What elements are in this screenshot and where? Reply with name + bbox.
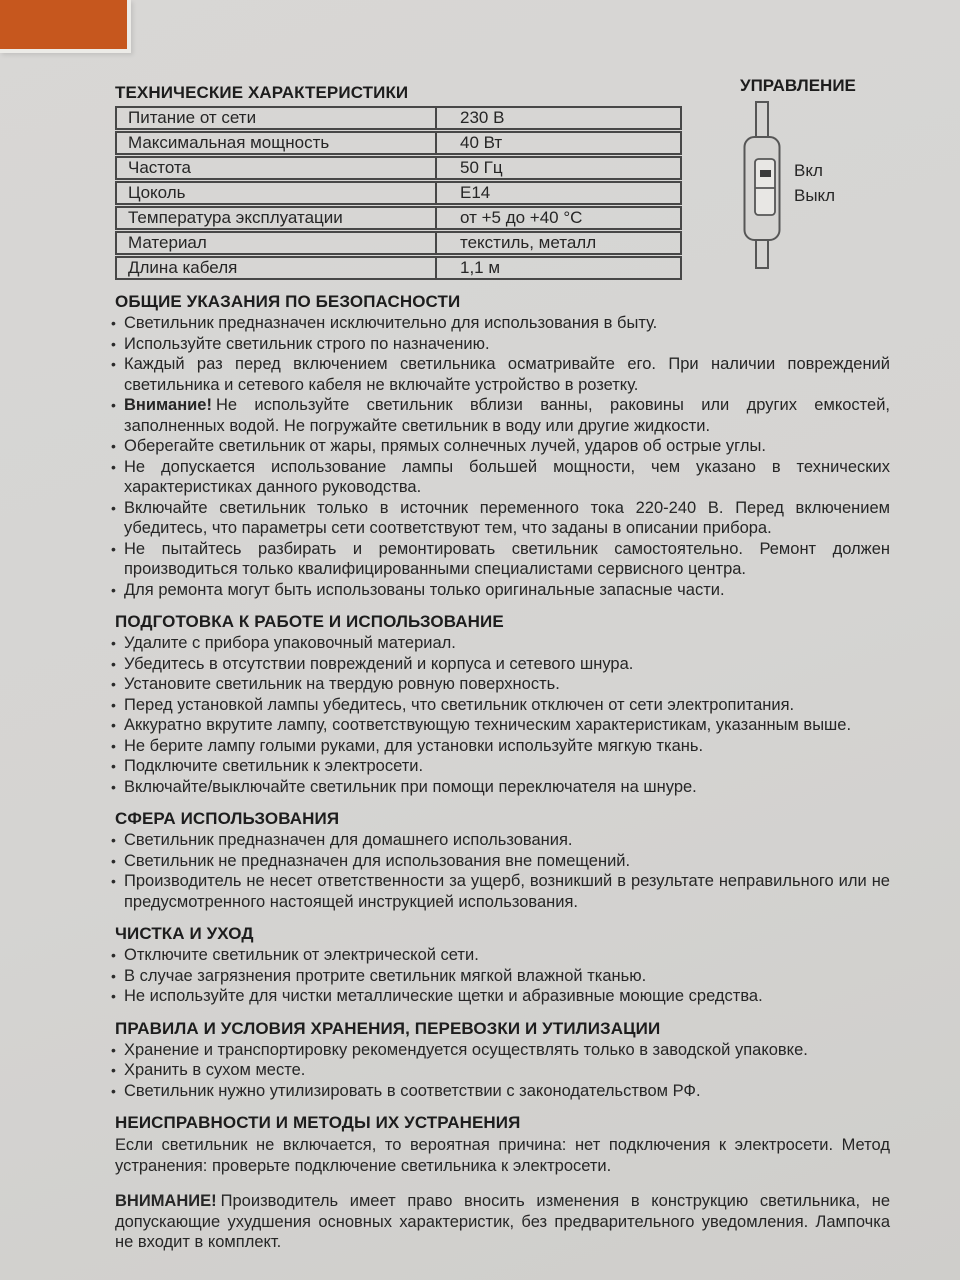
text-section xyxy=(115,293,890,600)
bullet-item xyxy=(115,851,890,872)
bullet-text: Оберегайте светильник от жары, прямых солнечных лучей, ударов об острые углы. xyxy=(124,437,766,455)
spec-label-cell: Температура эксплуатации xyxy=(117,208,437,228)
bullet-item xyxy=(115,715,890,736)
spec-table-row xyxy=(115,181,682,205)
bullet-item xyxy=(115,736,890,757)
spec-table-row xyxy=(115,131,682,155)
section-title: ПОДГОТОВКА К РАБОТЕ И ИСПОЛЬЗОВАНИЕ xyxy=(115,612,504,631)
bullet-list xyxy=(115,633,890,797)
bullet-text: Удалите с прибора упаковочный материал. xyxy=(124,634,456,652)
spec-value-cell: E14 xyxy=(460,183,491,202)
tech-specs-table xyxy=(115,106,682,280)
bullet-item xyxy=(115,1040,890,1061)
bullet-item xyxy=(115,674,890,695)
bullet-item xyxy=(115,313,890,334)
spec-table-row xyxy=(115,256,682,280)
bullet-item xyxy=(115,654,890,675)
bullet-item xyxy=(115,436,890,457)
bullet-text: Отключите светильник от электрической сети. xyxy=(124,946,479,964)
bullet-item xyxy=(115,395,890,436)
bullet-text: Подключите светильник к электросети. xyxy=(124,757,424,775)
bullet-text: Светильник предназначен исключительно для использования в быту. xyxy=(124,314,658,332)
bullet-text: Не допускается использование лампы большей мощности, чем указано в технических характеристиках данного руководства. xyxy=(124,457,890,496)
bullet-text: Светильник не предназначен для использования вне помещений. xyxy=(124,851,631,870)
spec-value-cell: 230 В xyxy=(460,108,505,127)
bullet-text: Не берите лампу голыми руками, для установки используйте мягкую ткань. xyxy=(124,736,704,755)
orange-accent-block xyxy=(0,0,131,53)
bullet-lead: Внимание! xyxy=(124,396,212,414)
bullet-item xyxy=(115,457,890,498)
bullet-item xyxy=(115,830,890,851)
bullet-text: Каждый раз перед включением светильника осматривайте его. При наличии повреждений светильника и сетевого кабеля не включайте устройство в розетку. xyxy=(124,355,890,394)
section-title: СФЕРА ИСПОЛЬЗОВАНИЯ xyxy=(115,809,340,828)
notice-text: Производитель имеет право вносить изменения в конструкцию светильника, не допускающие ухудшения основных характеристик, без предварительного уведомления. Лампочка не входит в комплект. xyxy=(115,1192,890,1251)
bullet-text: Производитель не несет ответственности за ущерб, возникший в результате неправильного или не предусмотренного настоящей инструкцией использования. xyxy=(124,872,890,911)
bullet-text: Светильник предназначен для домашнего использования. xyxy=(124,831,573,849)
bullet-text: Светильник нужно утилизировать в соответствии с законодательством РФ. xyxy=(124,1081,701,1100)
text-section xyxy=(115,810,890,912)
bullet-item xyxy=(115,695,890,716)
switch-on-label: Вкл xyxy=(794,161,823,180)
bullet-item xyxy=(115,498,890,539)
bullet-text: Для ремонта могут быть использованы только оригинальные запасные части. xyxy=(124,580,725,599)
bullet-list xyxy=(115,313,890,600)
bullet-item xyxy=(115,871,890,912)
faults-title: НЕИСПРАВНОСТИ И МЕТОДЫ ИХ УСТРАНЕНИЯ xyxy=(115,1113,521,1132)
bullet-list xyxy=(115,1040,890,1102)
tech-specs-title: ТЕХНИЧЕСКИЕ ХАРАКТЕРИСТИКИ xyxy=(115,83,409,102)
bullet-text: Хранить в сухом месте. xyxy=(124,1061,306,1079)
notice-lead: ВНИМАНИЕ! xyxy=(115,1192,217,1210)
bullet-list xyxy=(115,830,890,912)
section-title: ОБЩИЕ УКАЗАНИЯ ПО БЕЗОПАСНОСТИ xyxy=(115,292,461,311)
spec-value-cell: текстиль, металл xyxy=(460,233,597,252)
bullet-item xyxy=(115,945,890,966)
switch-off-label: Выкл xyxy=(794,186,836,205)
spec-value-cell: 50 Гц xyxy=(460,158,503,177)
bullet-item xyxy=(115,966,890,987)
bullet-item xyxy=(115,334,890,355)
spec-table-row xyxy=(115,231,682,255)
spec-label-cell: Цоколь xyxy=(117,183,437,203)
spec-table-row xyxy=(115,106,682,130)
bullet-text: Установите светильник на твердую ровную поверхность. xyxy=(124,675,560,693)
bullet-item xyxy=(115,756,890,777)
spec-label-cell: Длина кабеля xyxy=(117,258,437,278)
document-body xyxy=(115,84,890,1269)
sections xyxy=(115,293,890,1101)
bullet-text: Включайте/выключайте светильник при помощи переключателя на шнуре. xyxy=(124,777,697,796)
bullet-text: Не пытайтесь разбирать и ремонтировать светильник самостоятельно. Ремонт должен производиться только квалифицированными специалистами сервисного центра. xyxy=(124,539,890,578)
spec-label-cell: Частота xyxy=(117,158,437,178)
bullet-text: Используйте светильник строго по назначению. xyxy=(124,334,490,353)
bullet-item xyxy=(115,539,890,580)
spec-label-cell: Питание от сети xyxy=(117,108,437,128)
bullet-item xyxy=(115,777,890,798)
bullet-item xyxy=(115,1081,890,1102)
bullet-list xyxy=(115,945,890,1007)
text-section xyxy=(115,1020,890,1102)
bullet-text: Убедитесь в отсутствии повреждений и корпуса и сетевого шнура. xyxy=(124,654,634,673)
bullet-text: Аккуратно вкрутите лампу, соответствующую техническим характеристикам, указанным выше. xyxy=(124,716,852,734)
spec-value-cell: 40 Вт xyxy=(460,133,503,152)
text-section xyxy=(115,613,890,797)
bullet-item xyxy=(115,986,890,1007)
bullet-text: Перед установкой лампы убедитесь, что светильник отключен от сети электропитания. xyxy=(124,695,795,714)
section-title: ЧИСТКА И УХОД xyxy=(115,924,254,943)
spec-table-row xyxy=(115,206,682,230)
bullet-text: В случае загрязнения протрите светильник мягкой влажной тканью. xyxy=(124,966,647,985)
bullet-text: Хранение и транспортировку рекомендуется осуществлять только в заводской упаковке. xyxy=(124,1040,808,1059)
spec-value-cell: от +5 до +40 °C xyxy=(460,208,583,227)
section-title: ПРАВИЛА И УСЛОВИЯ ХРАНЕНИЯ, ПЕРЕВОЗКИ И УТИЛИЗАЦИИ xyxy=(115,1018,661,1038)
spec-label-cell: Материал xyxy=(117,233,437,253)
bullet-text: Не используйте для чистки металлические щетки и абразивные моющие средства. xyxy=(124,987,763,1005)
control-title: УПРАВЛЕНИЕ xyxy=(740,76,856,95)
spec-label-cell: Максимальная мощность xyxy=(117,133,437,153)
notice-paragraph xyxy=(115,1191,890,1253)
spec-table-row xyxy=(115,156,682,180)
faults-section xyxy=(115,1114,890,1176)
bullet-item xyxy=(115,1060,890,1081)
bullet-text: Не используйте светильник вблизи ванны, раковины или других емкостей, заполненных водой. Не погружайте светильник в воду или другие жидкости. xyxy=(124,396,890,435)
bullet-item xyxy=(115,354,890,395)
bullet-item xyxy=(115,633,890,654)
bullet-text: Включайте светильник только в источник переменного тока 220-240 В. Перед включением убедитесь, что параметры сети соответствуют тем, что заданы в описании прибора. xyxy=(124,498,890,537)
spec-value-cell: 1,1 м xyxy=(460,258,501,277)
faults-text: Если светильник не включается, то вероятная причина: нет подключения к электросети. Метод устранения: проверьте подключение светильника к электросети. xyxy=(115,1136,890,1175)
text-section xyxy=(115,925,890,1007)
bullet-item xyxy=(115,580,890,601)
